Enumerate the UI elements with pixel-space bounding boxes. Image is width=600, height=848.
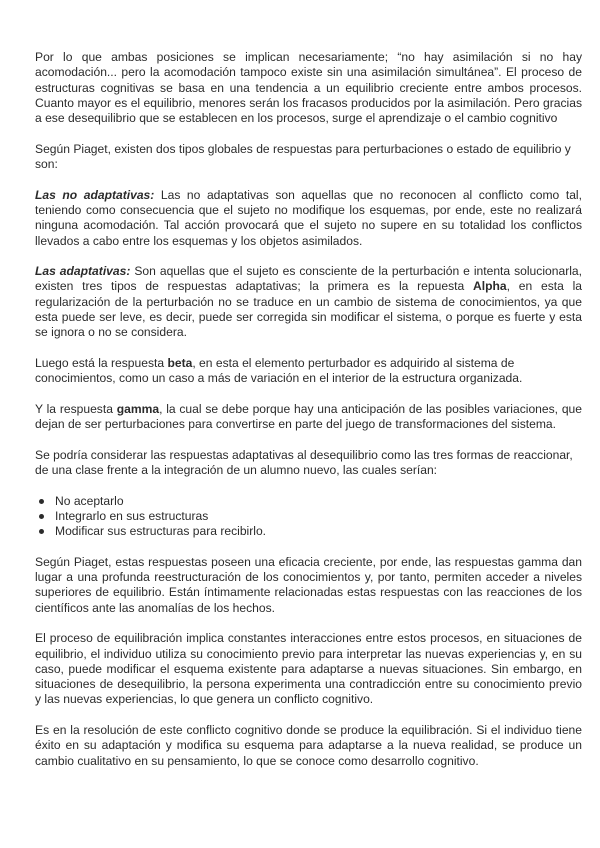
term-adaptativas: Las adaptativas:: [35, 264, 131, 279]
text-adaptativas-b: , en esta la regularización de la perturbación no se traduce en un cambio de sistema de conocimientos, ya que esta puede ser leve, es decir, puede ser corregida sin modificar el sistema, o porque es fuerte y esta se ignora o no se considera.: [35, 279, 583, 340]
paragraph-conflicto: Es en la resolución de este conflicto cognitivo donde se produce la equilibración. Si el individuo tiene éxito en su adaptación y modifica su esquema para adaptarse a la nueva realidad, se produce un cambio cualitativo en su pensamiento, lo que se conoce como desarrollo cognitivo.: [35, 723, 582, 768]
paragraph-formas-reaccionar: Se podría considerar las respuestas adaptativas al desequilibrio como las tres formas de reaccionar, de una clase frente a la integración de un alumno nuevo, las cuales serían:: [35, 447, 573, 478]
paragraph-tipos-respuestas: Según Piaget, existen dos tipos globales de respuestas para perturbaciones o estado de equilibrio y son:: [35, 141, 571, 172]
paragraph-asimilacion: Por lo que ambas posiciones se implican necesariamente; “no hay asimilación si no hay acomodación... pero la acomodación tampoco existe sin una asimilación simultánea”. El proceso de estructuras cognitivas se basa en una tendencia a un equilibrio creciente entre ambos procesos. Cuanto mayor es el equilibrio, menores serán los fracasos producidos por la asimilación. Pero gracias a ese desequilibrio que se establecen en los procesos, surge el aprendizaje o el cambio cognitivo: [35, 50, 582, 126]
paragraph-no-adaptativas: [35, 188, 582, 249]
term-beta: beta: [167, 355, 193, 370]
list-item: No aceptarlo: [35, 494, 582, 509]
reaction-list: [35, 494, 582, 540]
paragraph-gamma: [35, 402, 582, 433]
list-item: Modificar sus estructuras para recibirlo.: [35, 524, 582, 539]
text-adaptativas-a: Son aquellas que el sujeto es consciente de la perturbación e intenta solucionarla, existen tres tipos de respuestas adaptativas; la primera es la repuesta: [35, 264, 582, 294]
term-alpha: Alpha: [473, 279, 507, 294]
text-gamma-b: , la cual se debe porque hay una anticipación de las posibles variaciones, que dejan de ser perturbaciones para convertirse en parte del juego de transformaciones del sistema.: [35, 401, 582, 432]
term-gamma: gamma: [116, 401, 160, 416]
bullet-icon: [39, 529, 44, 534]
text-no-adaptativas: Las no adaptativas son aquellas que no reconocen al conflicto como tal, teniendo como consecuencia que el sujeto no modifique los esquemas, por ende, este no realizará ninguna acomodación. Tal acción provocará que el sujeto no supere en su totalidad los conflictos llevados a cabo entre los esquemas y los objetos asimilados.: [35, 187, 582, 248]
paragraph-equilibracion: El proceso de equilibración implica constantes interacciones entre estos procesos, en situaciones de equilibrio, el individuo utiliza su conocimiento previo para interpretar las nuevas experiencias y, en su caso, puede modificar el esquema existente para adaptarse a nuevas situaciones. Sin embargo, en situaciones de desequilibrio, la persona experimenta una contradicción entre su conocimiento previo y las nuevas experiencias, lo que genera un conflicto cognitivo.: [35, 631, 582, 707]
text-beta-a: Luego está la respuesta: [35, 355, 168, 370]
list-item: Integrarlo en sus estructuras: [35, 509, 582, 524]
term-no-adaptativas: Las no adaptativas:: [35, 187, 155, 202]
text-beta-b: , en esta el elemento perturbador es adquirido al sistema de conocimientos, como un caso a más de variación en el interior de la estructura organizada.: [35, 355, 523, 386]
bullet-icon: [39, 514, 44, 519]
paragraph-beta: [35, 356, 582, 387]
text-gamma-a: Y la respuesta: [35, 401, 117, 416]
paragraph-eficacia: Según Piaget, estas respuestas poseen una eficacia creciente, por ende, las respuestas gamma dan lugar a una profunda reestructuración de los conocimientos y, por tanto, permiten acceder a niveles superiores de equilibrio. Están íntimamente relacionadas estas respuestas con las reacciones de los científicos ante las anomalías de los hechos.: [35, 554, 582, 615]
document-page: [35, 50, 582, 784]
paragraph-adaptativas: [35, 264, 582, 340]
bullet-icon: [39, 499, 44, 504]
